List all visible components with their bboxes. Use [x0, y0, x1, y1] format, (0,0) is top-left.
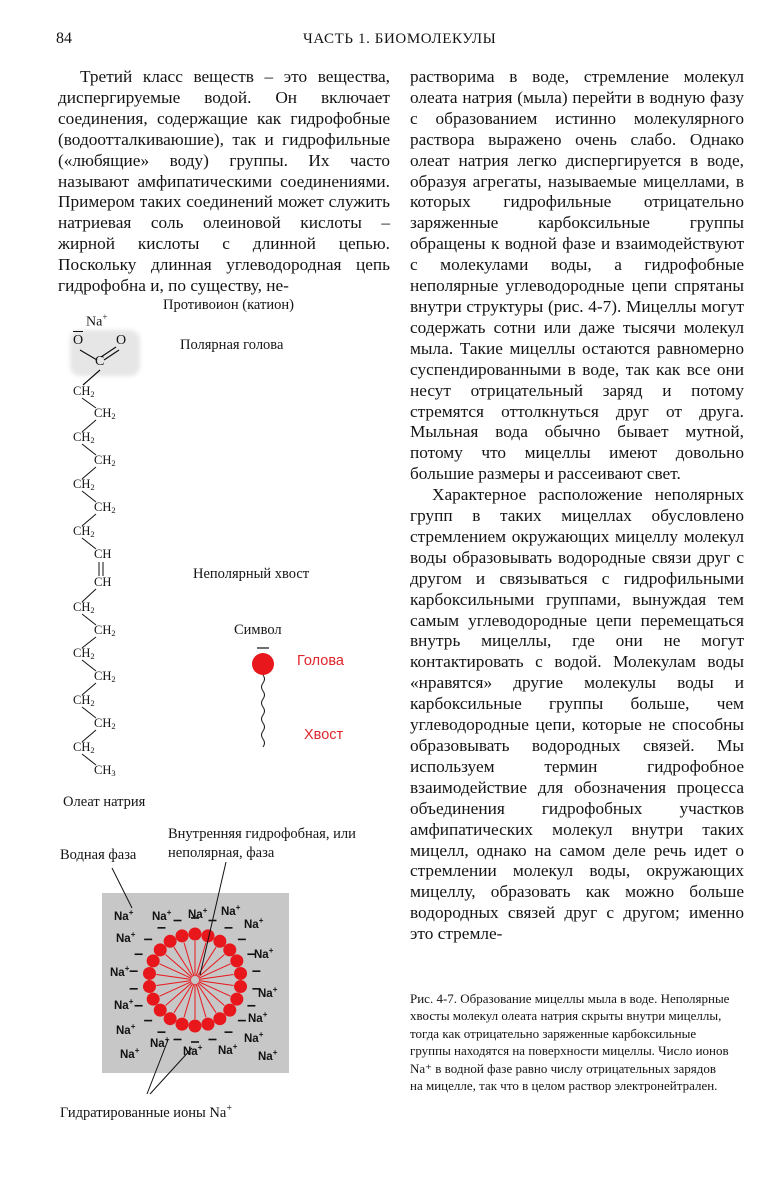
paragraph-continued: растворима в воде, стремление молекул олеата натрия (мыла) перейти в водную фазу с образованием истинно молекулярного раствора выражено очень слабо. Однако олеат натрия легко диспергируется в воде, образуя агрегаты, называемые мицеллами, в которых гидрофильные отрицательно заряженные карбоксильные группы обращены к водной фазе и взаимодействуют с молекулами воды, а гидрофобные неполярные углеводородные цепи спрятаны внутри структуры (рис. 4-7). Мицеллы могут содержать сотни или даже тысячи молекул мыла. Такие мицеллы остаются равномерно суспендированными в воде, так как все они несут отрицательный заряд и потому стремятся оттолкнуться друг от друга. Мыльная вода обычно бывает мутной, потому что мицеллы имеют довольно большие размеры и рассеивают свет.: [410, 67, 744, 484]
micelle-head: [189, 928, 202, 941]
sodium-ion: Na+: [120, 1046, 140, 1061]
symbol-label: Символ: [234, 622, 282, 638]
sodium-ion: Na+: [114, 997, 134, 1012]
micelle-head: [230, 993, 243, 1006]
sodium-ion: Na+: [218, 1042, 238, 1057]
sodium-ion: Na+: [150, 1035, 170, 1050]
paragraph-hydrophobic: Характерное расположение неполярных групп в таких мицеллах обусловлено стремлением окружающих мицеллу молекул воды образовывать водородные связи друг с другом и связываться с гидрофильными карбоксильными группами, вынуждая тем самым углеводородные цепи перемещаться внутрь мицеллы, где они не могут контактировать с водой. Молекулам воды «нравятся» другие молекулы воды и карбоксильные группы больше, чем углеводородные цепи, которые не способны образовывать водородных связей. Мы используем термин гидрофобное взаимодействие для обозначения процесса объединения гидрофобных участков амфипатических молекул внутри таких мицелл, однако на самом деле речь идет о стремлении молекул воды, окружающих мицеллу, образовать как можно больше водородных связей друг с другом; именно это стремле-: [410, 485, 744, 944]
micelle-tail: [199, 964, 231, 979]
page-number: 84: [56, 30, 72, 47]
sodium-ion: Na+: [110, 964, 130, 979]
sodium-ion: Na+: [183, 1043, 203, 1058]
chain-ch2: $CH_2$: [73, 524, 95, 539]
micelle-head: [223, 943, 236, 956]
chain-ch-double-bond: CH: [94, 575, 112, 589]
micelle-tail: [156, 974, 191, 979]
micelle-tail: [160, 982, 192, 997]
chain-ch2: $CH_2$: [94, 623, 116, 638]
chain-bonds: [82, 398, 103, 765]
micelle-head: [234, 980, 247, 993]
nonpolar-tail-label: Неполярный хвост: [193, 566, 310, 582]
sodium-ion: Na+: [152, 908, 172, 923]
sodium-ion: Na+: [221, 903, 241, 918]
chain-ch2: $CH_2$: [73, 646, 95, 661]
hydrated-ions-label: Гидратированные ионы Na+: [60, 1103, 232, 1121]
sodium-ion: Na+: [258, 985, 278, 1000]
head-label: Голова: [297, 653, 344, 669]
sodium-ion: Na+: [258, 1048, 278, 1063]
sodium-ion: Na+: [116, 930, 136, 945]
micelle-head: [234, 967, 247, 980]
micelle-head: [230, 954, 243, 967]
chain-ch2: $CH_2$: [94, 500, 116, 515]
micelle-head: [176, 929, 189, 942]
micelle-head: [164, 1012, 177, 1025]
micelle-head: [213, 935, 226, 948]
chain-ch2: $CH_2$: [94, 716, 116, 731]
sodium-ion: Na+: [188, 906, 208, 921]
sodium-ion: Na+: [244, 916, 264, 931]
chain-ch2: $CH_2$: [73, 740, 95, 755]
micelle-tail: [199, 982, 231, 997]
chain-ch3: $CH_3$: [94, 763, 116, 778]
chain-ch2: $CH_2$: [73, 430, 95, 445]
micelle-head: [154, 1004, 167, 1017]
micelle-tail: [199, 981, 234, 986]
micelle-head: [143, 980, 156, 993]
counterion-label: Противоион (катион): [163, 297, 294, 313]
chain-ch2: $CH_2$: [73, 384, 95, 399]
figure-caption: Рис. 4-7. Образование мицеллы мыла в воде. Неполярные хвосты молекул олеата натрия скрыты внутри мицеллы, тогда как отрицательно заряженные карбоксильные группы находятся на поверхности мицеллы. Число ионов Na⁺ в водной фазе равно числу отрицательных зарядов на мицелле, так что в целом раствор электронейтрален.: [410, 991, 730, 1094]
micelle-head: [164, 935, 177, 948]
sodium-ion: Na+: [114, 908, 134, 923]
chain-ch2: $CH_2$: [94, 453, 116, 468]
chain-ch2: $CH_2$: [94, 406, 116, 421]
chain-ch2: $CH_2$: [73, 477, 95, 492]
oxygen-atom-left: O: [73, 333, 84, 348]
micelle-head: [154, 943, 167, 956]
sodium-counterion: Na+: [86, 312, 108, 330]
inner-phase-label: Внутренняя гидрофобная, или неполярная, фаза: [168, 826, 356, 861]
micelle-head: [176, 1018, 189, 1031]
carboxylate-bonds: [80, 347, 119, 385]
tail-label: Хвост: [304, 727, 344, 743]
chain-ch2: $CH_2$: [94, 669, 116, 684]
micelle-head: [213, 1012, 226, 1025]
sodium-ion: Na+: [244, 1030, 264, 1045]
carbonyl-carbon: C: [95, 354, 105, 369]
chain-ch2: $CH_2$: [73, 693, 95, 708]
running-head: ЧАСТЬ 1. БИОМОЛЕКУЛЫ: [303, 31, 497, 47]
micelle-head: [143, 967, 156, 980]
micelle-head: [223, 1004, 236, 1017]
sodium-ion: Na+: [116, 1022, 136, 1037]
micelle-head: [147, 954, 160, 967]
chain-ch2: $CH_2$: [73, 600, 95, 615]
oxygen-atom-right: O: [116, 333, 127, 348]
micelle-head: [147, 993, 160, 1006]
chain-ch-double-bond: CH: [94, 547, 112, 561]
sodium-ion: Na+: [254, 946, 274, 961]
symbol-tail: [262, 675, 265, 747]
micelle-tail: [199, 974, 234, 979]
micelle-head: [201, 1018, 214, 1031]
micelle-tail: [160, 964, 192, 979]
polar-head-label: Полярная голова: [180, 337, 284, 353]
micelle-tail: [156, 981, 191, 986]
water-phase-label: Водная фаза: [60, 847, 137, 863]
intro-paragraph: Третий класс веществ – это вещества, диспергируемые водой. Он включает соединения, содержащие как гидрофобные (водоотталкиваюшие), так и гидрофильные («любящие» воду) группы. Их часто называют амфипатическими соединениями. Примером таких соединений может служить натриевая соль олеиновой кислоты – жирной кислоты с длинной цепью. Поскольку длинная углеводородная цепь гидрофобна и, по существу, не-: [58, 67, 390, 296]
molecule-name: Олеат натрия: [63, 794, 146, 810]
symbol-head: [252, 653, 274, 675]
sodium-ion: Na+: [248, 1010, 268, 1025]
micelle-head: [189, 1020, 202, 1033]
